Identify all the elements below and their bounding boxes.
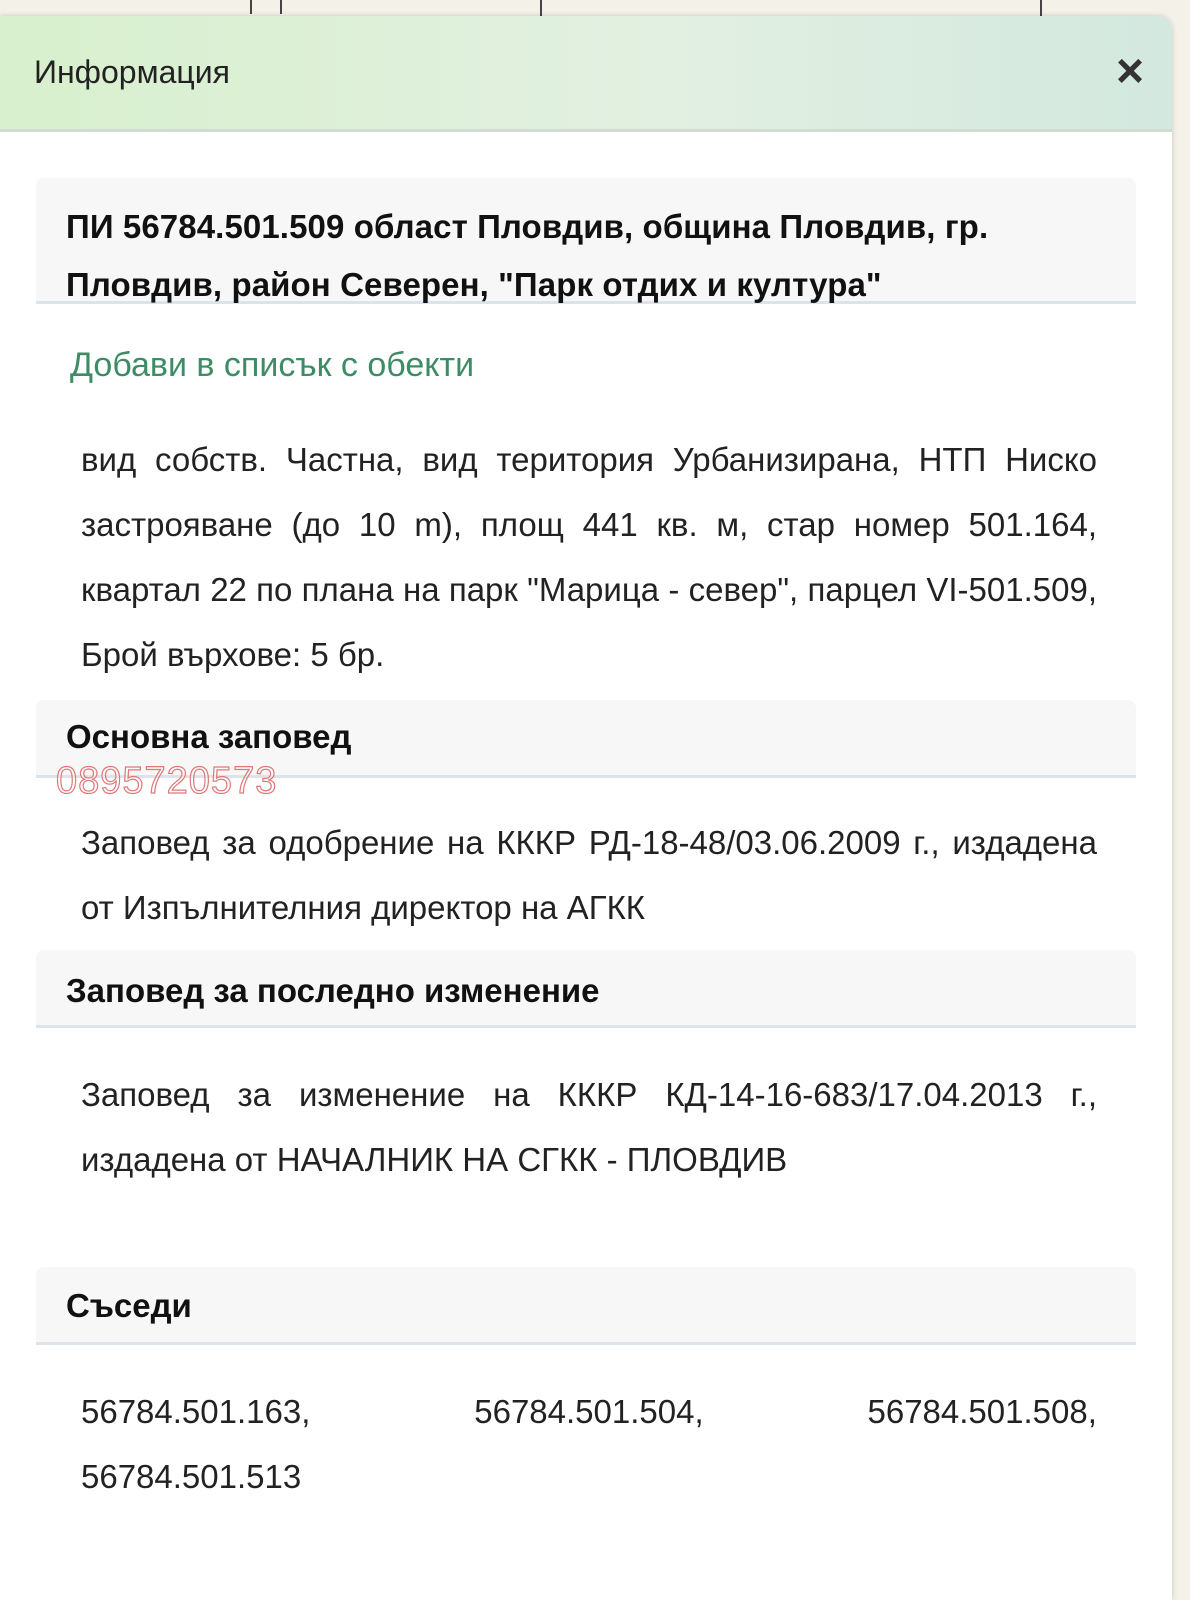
parcel-heading: ПИ 56784.501.509 област Пловдив, община Пловдив, гр. Пловдив, район Северен, "Парк отдих и култура" [36,178,1136,304]
neighbor-item: 56784.501.163, [81,1393,311,1430]
map-line [250,0,252,14]
main-order-heading: Основна заповед [36,700,1136,778]
main-order-text: Заповед за одобрение на КККР РД-18-48/03.06.2009 г., издадена от Изпълнителния директор на АГКК [81,824,1097,926]
add-to-list-link[interactable]: Добави в списък с обекти [70,346,475,384]
neighbors-heading: Съседи [36,1267,1136,1345]
parcel-description: вид собств. Частна, вид територия Урбанизирана, НТП Ниско застрояване (до 10 m), площ 441 кв. м, стар номер 501.164, квартал 22 по плана на парк "Марица - север", парцел VI-501.509, Брой върхове: 5 бр. [81,441,1097,673]
map-line [280,0,282,14]
neighbor-item: 56784.501.504, [474,1393,704,1430]
neighbor-item: 56784.501.513 [81,1458,302,1495]
close-button[interactable] [1108,46,1152,98]
last-change-heading: Заповед за последно изменение [36,950,1136,1028]
info-dialog [0,16,1172,1600]
close-icon: × [1115,45,1145,98]
phone-watermark: 0895720573 [56,760,278,802]
map-line [1040,0,1042,16]
dialog-title: Информация [34,54,230,90]
neighbor-item: 56784.501.508, [867,1393,1097,1430]
dialog-header [0,16,1172,132]
neighbors-list [81,1379,1097,1509]
map-line [540,0,542,16]
last-change-text: Заповед за изменение на КККР КД-14-16-683/17.04.2013 г., издадена от НАЧАЛНИК НА СГКК - ПЛОВДИВ [81,1076,1097,1178]
